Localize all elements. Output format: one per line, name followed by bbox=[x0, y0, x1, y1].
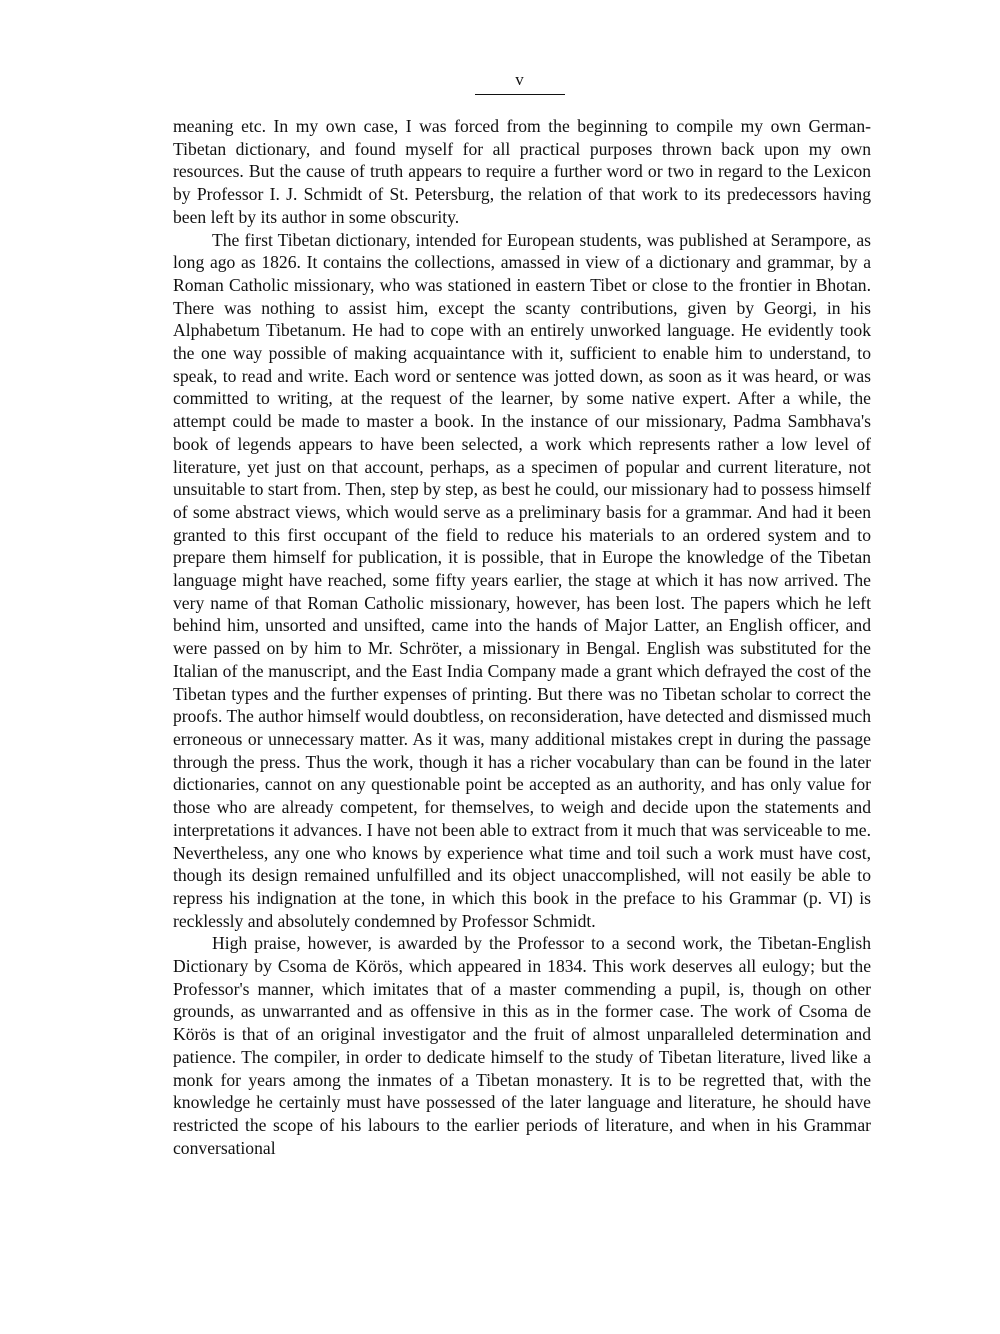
page-number-rule bbox=[475, 94, 565, 95]
paragraph-csoma-de-koros: High praise, however, is awarded by the Professor to a second work, the Tibetan-English Dictionary by Csoma de Körös, which appeared in 1834. This work deserves all eulogy; but the Professor's manner, which imitates that of a master commending a pupil, is, though on other grounds, as unwarranted and as offensive in this as in the former case. The work of Csoma de Körös is that of an original investigator and the fruit of almost unparalleled determination and patience. The compiler, in order to dedicate himself to the study of Tibetan literature, lived like a monk for years among the inmates of a Tibetan monastery. It is to be regretted that, with the knowledge he certainly must have possessed of the later language and literature, he should have restricted the scope of his labours to the earlier periods of literature, and when in his Grammar conversational bbox=[173, 933, 871, 1158]
page-number: v bbox=[515, 70, 525, 89]
paragraph-first-tibetan-dictionary: The first Tibetan dictionary, intended for European students, was published at Serampore, as long ago as 1826. It contains the collections, amassed in view of a dictionary and grammar, by a Roman Catholic missionary, who was stationed in eastern Tibet or close to the frontier in Bhotan. There was nothing to assist him, except the scanty contributions, given by Georgi, in his Alphabetum Tibetanum. He had to cope with an entirely unworked language. He evidently took the one way possible of making acquaintance with it, sufficient to enable him to understand, to speak, to read and write. Each word or sentence was jotted down, as soon as it was heard, or was committed to writing, at the request of the learner, by some native expert. After a while, the attempt could be made to master a book. In the instance of our missionary, Padma Sambhava's book of legends appears to have been selected, a work which represents rather a low level of literature, yet just on that account, perhaps, as a specimen of popular and current literature, not unsuitable to start from. Then, step by step, as best he could, our missionary had to possess himself of some abstract views, which would serve as a preliminary basis for a grammar. And had it been granted to this first occupant of the field to reduce his materials to an ordered system and to prepare them himself for publication, it is possible, that in Europe the knowledge of the Tibetan language might have reached, some fifty years earlier, the stage at which it has now arrived. The very name of that Roman Catholic missionary, however, has been lost. The papers which he left behind him, unsorted and unsifted, came into the hands of Major Latter, an English officer, and were passed on by him to Mr. Schröter, a missionary in Bengal. English was substituted for the Italian of the manuscript, and the East India Company made a grant which defrayed the cost of the Tibetan types and the further expenses of printing. But there was no Tibetan scholar to correct the proofs. The author himself would doubtless, on reconsideration, have detected and dismissed much erroneous or unnecessary matter. As it was, many additional mistakes crept in during the passage through the press. Thus the work, though it has a richer vocabulary than can be found in the later dictionaries, cannot on any questionable point be accepted as an authority, and has only value for those who are already competent, for themselves, to weigh and decide upon the statements and interpretations it advances. I have not been able to extract from it much that was serviceable to me. Nevertheless, any one who knows by experience what time and toil such a work must have cost, though its design remained unfulfilled and its object unaccomplished, will not easily be able to repress his indignation at the tone, in which this book in the preface to his Grammar (p. VI) is recklessly and absolutely condemned by Professor Schmidt. bbox=[173, 229, 871, 931]
body-text bbox=[173, 115, 871, 1159]
paragraph-schmidt-lexicon: meaning etc. In my own case, I was forced from the beginning to compile my own German-Tibetan dictionary, and found myself for all practical purposes thrown back upon my own resources. But the cause of truth appears to require a further word or two in regard to the Lexicon by Professor I. J. Schmidt of St. Petersburg, the relation of that work to its predecessors having been left by its author in some obscurity. bbox=[173, 116, 871, 227]
